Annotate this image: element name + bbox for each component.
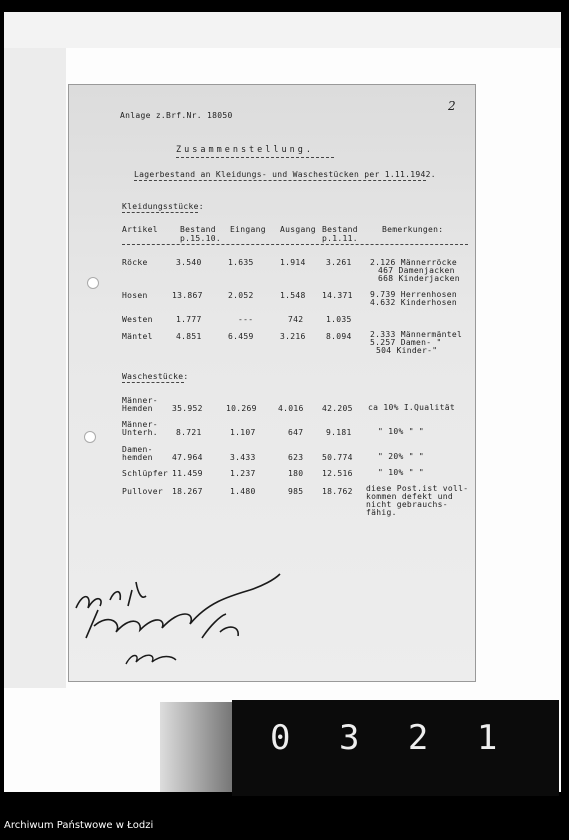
row-bem: 2.126 Männerröcke xyxy=(370,258,457,267)
row-bestand1: 47.964 xyxy=(172,453,203,462)
row-bestand2: 42.205 xyxy=(322,404,353,413)
row-ausgang: 4.016 xyxy=(278,404,304,413)
row-bem: diese Post.ist voll- xyxy=(366,484,469,493)
row-bestand1: 4.851 xyxy=(176,332,202,341)
row-bestand2: 9.181 xyxy=(326,428,352,437)
row-bem: nicht gebrauchs- xyxy=(366,500,448,509)
row-bem: " 10% " " xyxy=(378,427,425,436)
row-bem: fähig. xyxy=(366,508,397,517)
section-clothing: Kleidungsstücke: xyxy=(122,202,204,211)
row-bestand1: 13.867 xyxy=(172,291,203,300)
row-artikel: Männer- xyxy=(122,420,158,429)
row-bestand1: 1.777 xyxy=(176,315,202,324)
row-bem: 504 Kinder-" xyxy=(376,346,438,355)
row-ausgang: 742 xyxy=(288,315,304,324)
row-bestand2: 50.774 xyxy=(322,453,353,462)
row-ausgang: 985 xyxy=(288,487,304,496)
row-ausgang: 1.548 xyxy=(280,291,306,300)
row-bem: " 20% " " xyxy=(378,452,425,461)
row-ausgang: 623 xyxy=(288,453,304,462)
doc-reference: Anlage z.Brf.Nr. 18050 xyxy=(120,111,233,120)
row-eingang: 10.269 xyxy=(226,404,257,413)
row-artikel: Männer- xyxy=(122,396,158,405)
row-bestand2: 14.371 xyxy=(322,291,353,300)
subtitle-underline xyxy=(134,180,426,181)
row-artikel: Hosen xyxy=(122,291,148,300)
section-clothing-underline xyxy=(122,212,198,213)
col-bestand2-date: p.1.11. xyxy=(322,234,358,243)
row-bestand2: 8.094 xyxy=(326,332,352,341)
row-bem: " 10% " " xyxy=(378,468,425,477)
row-artikel: Schlüpfer xyxy=(122,469,169,478)
doc-title: Zusammenstellung. xyxy=(176,145,314,155)
section-laundry-underline xyxy=(122,382,184,383)
title-underline xyxy=(176,157,334,158)
row-eingang: 1.107 xyxy=(230,428,256,437)
row-bem: 9.739 Herrenhosen xyxy=(370,290,457,299)
col-bestand1: Bestand xyxy=(180,225,216,234)
row-bem: 467 Damenjacken xyxy=(378,266,455,275)
row-artikel: Mäntel xyxy=(122,332,153,341)
row-artikel: Unterh. xyxy=(122,428,158,437)
row-bem: 4.632 Kinderhosen xyxy=(370,298,457,307)
row-eingang: 6.459 xyxy=(228,332,254,341)
col-artikel: Artikel xyxy=(122,225,158,234)
row-artikel: Damen- xyxy=(122,445,153,454)
handwritten-signature xyxy=(70,560,290,670)
punch-hole-bottom xyxy=(84,431,96,443)
row-bestand1: 11.459 xyxy=(172,469,203,478)
row-ausgang: 1.914 xyxy=(280,258,306,267)
row-bestand1: 35.952 xyxy=(172,404,203,413)
row-bestand2: 3.261 xyxy=(326,258,352,267)
row-bestand1: 8.721 xyxy=(176,428,202,437)
row-ausgang: 3.216 xyxy=(280,332,306,341)
scan-top-band xyxy=(4,12,561,48)
row-bem: ca 10% I.Qualität xyxy=(368,403,455,412)
doc-subtitle: Lagerbestand an Kleidungs- und Waschestücken per 1.11.1942. xyxy=(134,170,436,179)
col-eingang: Eingang xyxy=(230,225,266,234)
row-eingang: 3.433 xyxy=(230,453,256,462)
row-eingang: 1.480 xyxy=(230,487,256,496)
row-artikel: Röcke xyxy=(122,258,148,267)
row-bem: kommen defekt und xyxy=(366,492,453,501)
row-artikel: Hemden xyxy=(122,404,153,413)
row-eingang: 2.052 xyxy=(228,291,254,300)
row-ausgang: 180 xyxy=(288,469,304,478)
col-bestand2: Bestand xyxy=(322,225,358,234)
row-bestand2: 18.762 xyxy=(322,487,353,496)
row-bestand2: 12.516 xyxy=(322,469,353,478)
row-bem: 668 Kinderjacken xyxy=(378,274,460,283)
col-bemerkungen: Bemerkungen: xyxy=(382,225,444,234)
col-bestand1-date: p.15.10. xyxy=(180,234,221,243)
scan-shadow xyxy=(160,702,240,792)
row-bestand1: 18.267 xyxy=(172,487,203,496)
header-rule xyxy=(122,244,468,245)
row-eingang: 1.237 xyxy=(230,469,256,478)
col-ausgang: Ausgang xyxy=(280,225,316,234)
section-laundry: Waschestücke: xyxy=(122,372,189,381)
scan-left-strip xyxy=(4,48,66,688)
page-number: 2 xyxy=(448,99,456,113)
row-eingang: --- xyxy=(238,315,254,324)
row-ausgang: 647 xyxy=(288,428,304,437)
punch-hole-top xyxy=(87,277,99,289)
row-artikel: hemden xyxy=(122,453,153,462)
row-bestand1: 3.540 xyxy=(176,258,202,267)
footer-archive-name: Archiwum Państwowe w Łodzi xyxy=(4,820,154,831)
row-bem: 5.257 Damen- " xyxy=(370,338,442,347)
row-artikel: Pullover xyxy=(122,487,163,496)
row-bestand2: 1.035 xyxy=(326,315,352,324)
archive-number: 0 3 2 1 xyxy=(270,718,512,758)
row-bem: 2.333 Männermäntel xyxy=(370,330,463,339)
row-eingang: 1.635 xyxy=(228,258,254,267)
row-artikel: Westen xyxy=(122,315,153,324)
